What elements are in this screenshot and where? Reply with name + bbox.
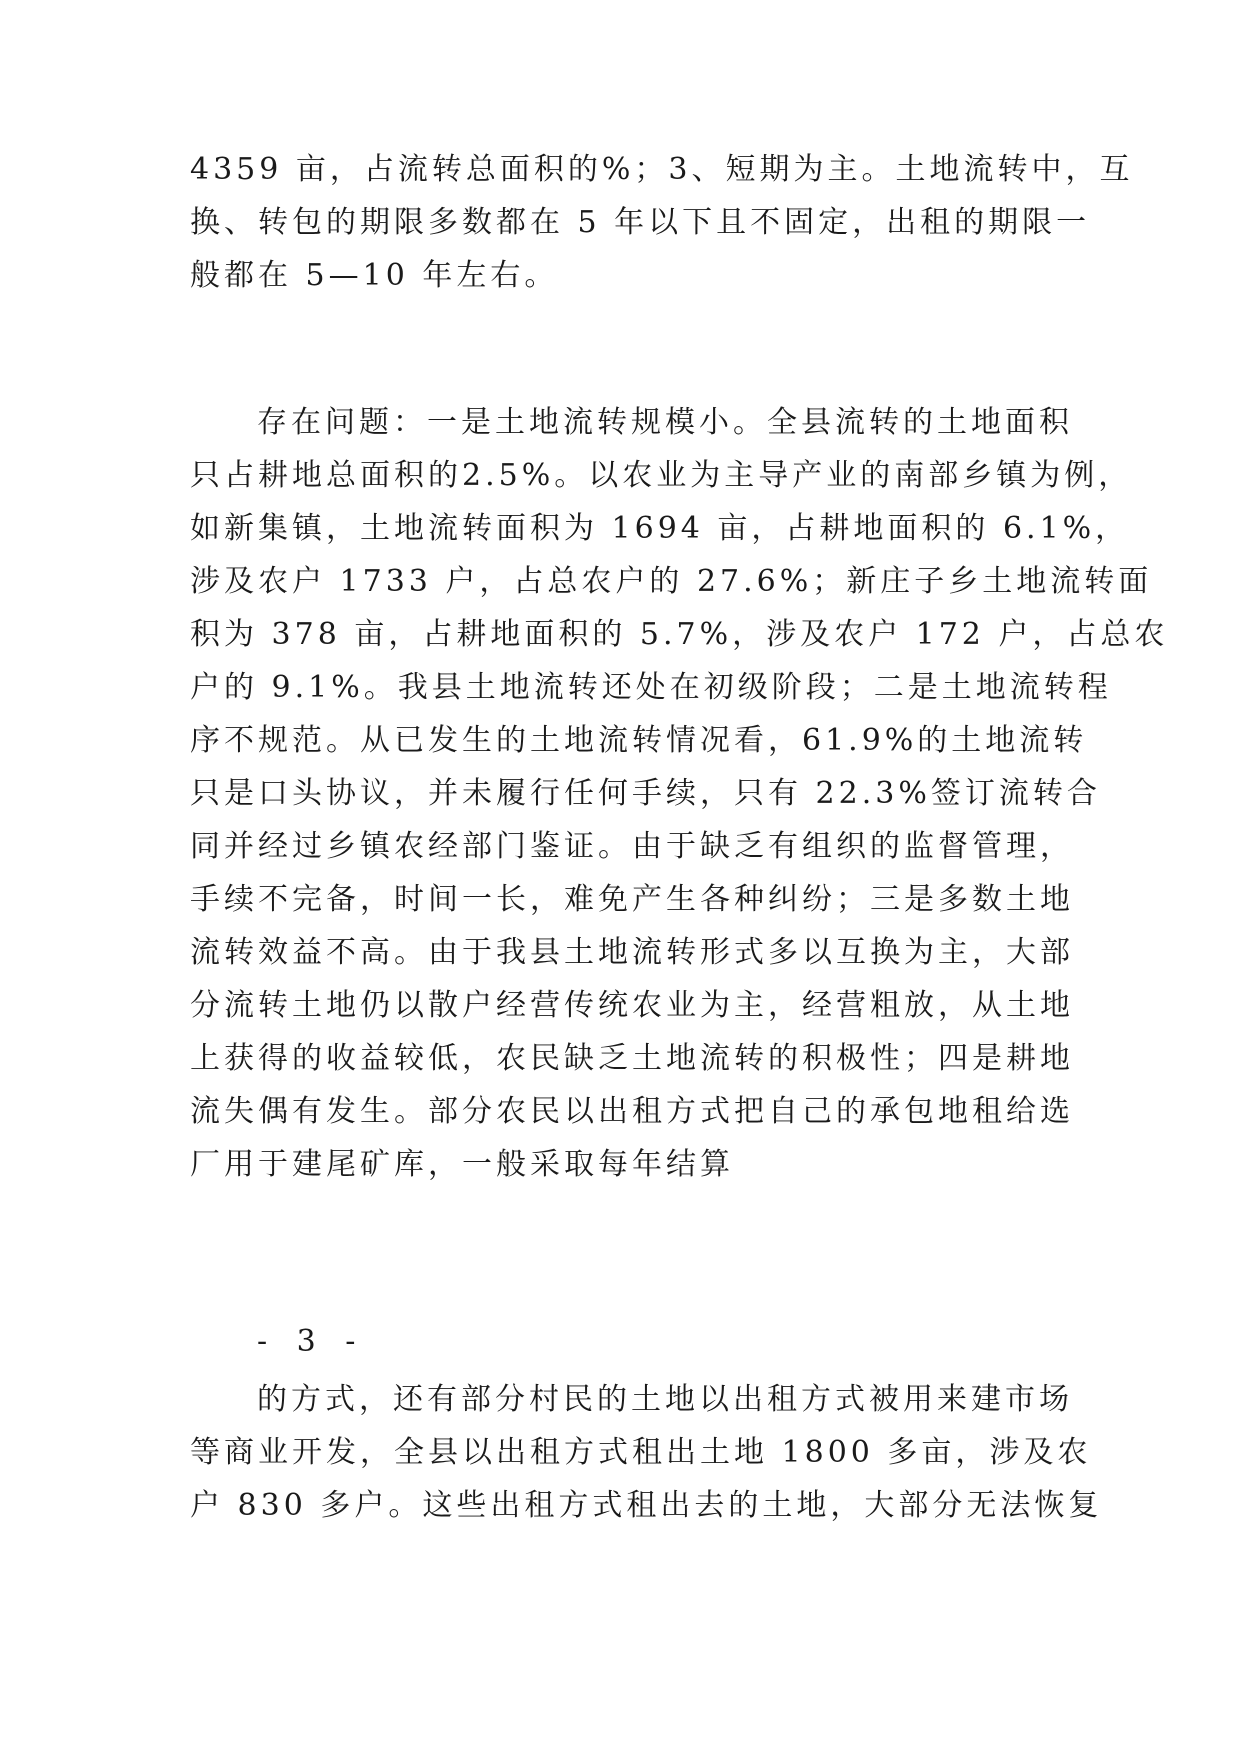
paragraph-2-line-14: 流失偶有发生。部分农民以出租方式把自己的承包地租给选 — [190, 1094, 1074, 1129]
paragraph-1-line-2: 换、转包的期限多数都在 5 年以下且不固定，出租的期限一 — [190, 205, 1091, 240]
paragraph-2-line-5: 积为 378 亩，占耕地面积的 5.7%，涉及农户 172 户，占总农 — [190, 617, 1169, 652]
paragraph-2-line-4: 涉及农户 1733 户，占总农户的 27.6%；新庄子乡土地流转面 — [190, 564, 1153, 599]
paragraph-3-line-2: 等商业开发，全县以出租方式租出土地 1800 多亩，涉及农 — [190, 1435, 1092, 1470]
paragraph-2-line-9: 同并经过乡镇农经部门鉴证。由于缺乏有组织的监督管理， — [190, 829, 1074, 864]
paragraph-2-line-13: 上获得的收益较低，农民缺乏土地流转的积极性；四是耕地 — [190, 1041, 1074, 1076]
paragraph-1-line-1: 4359 亩，占流转总面积的%；3、短期为主。土地流转中，互 — [190, 152, 1134, 187]
paragraph-2-line-3: 如新集镇，土地流转面积为 1694 亩，占耕地面积的 6.1%， — [190, 511, 1130, 546]
paragraph-1-line-3: 般都在 5—10 年左右。 — [190, 258, 559, 293]
paragraph-2-line-12: 分流转土地仍以散户经营传统农业为主，经营粗放，从土地 — [190, 988, 1074, 1023]
paragraph-3-line-3: 户 830 多户。这些出租方式租出去的土地，大部分无法恢复 — [190, 1488, 1103, 1523]
paragraph-2-line-7: 序不规范。从已发生的土地流转情况看，61.9%的土地流转 — [190, 723, 1088, 758]
paragraph-2-line-2: 只占耕地总面积的2.5%。以农业为主导产业的南部乡镇为例， — [190, 458, 1133, 493]
paragraph-2-line-15: 厂用于建尾矿库，一般采取每年结算 — [190, 1147, 734, 1182]
paragraph-3-line-1: 的方式，还有部分村民的土地以出租方式被用来建市场 — [257, 1382, 1073, 1417]
paragraph-2-line-1: 存在问题：一是土地流转规模小。全县流转的土地面积 — [257, 405, 1073, 440]
paragraph-2-line-10: 手续不完备，时间一长，难免产生各种纠纷；三是多数土地 — [190, 882, 1074, 917]
paragraph-2-line-11: 流转效益不高。由于我县土地流转形式多以互换为主，大部 — [190, 935, 1074, 970]
page-number: - 3 - — [257, 1324, 366, 1359]
paragraph-2-line-8: 只是口头协议，并未履行任何手续，只有 22.3%签订流转合 — [190, 776, 1101, 811]
paragraph-2-line-6: 户的 9.1%。我县土地流转还处在初级阶段；二是土地流转程 — [190, 670, 1112, 705]
